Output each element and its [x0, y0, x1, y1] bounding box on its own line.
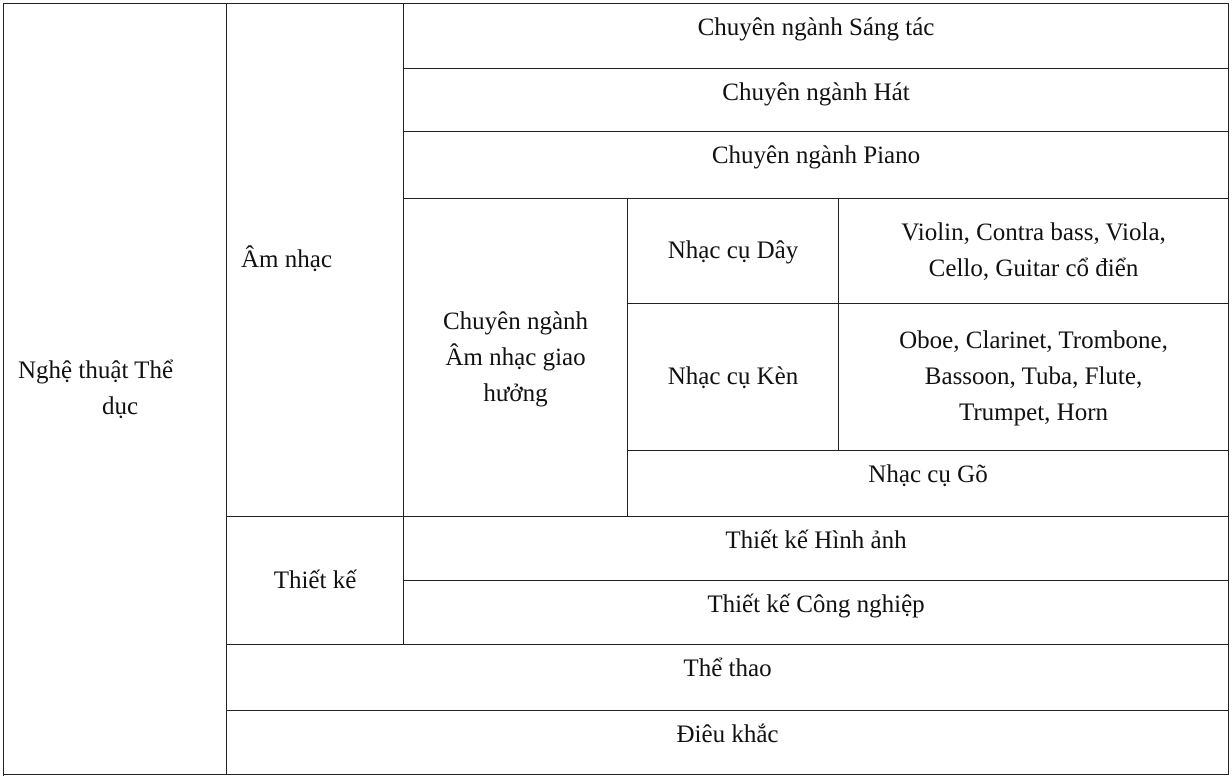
graphic-design-cell: Thiết kế Hình ảnh — [404, 517, 1229, 581]
strings-instruments-cell — [839, 199, 1229, 304]
symphony-label-line-1: Chuyên ngành — [442, 307, 589, 335]
root-label-line-2: dục — [102, 393, 139, 420]
piano-cell: Chuyên ngành Piano — [404, 132, 1229, 199]
strings-instruments-line-2: Cello, Guitar cổ điển — [928, 255, 1139, 282]
root-cell — [4, 4, 227, 775]
sports-cell: Thể thao — [227, 645, 1229, 711]
strings-instruments-line-1: Violin, Contra bass, Viola, — [901, 219, 1166, 246]
strings-cell: Nhạc cụ Dây — [628, 199, 839, 304]
winds-instruments-line-3: Trumpet, Horn — [958, 399, 1109, 426]
winds-instruments-line-2: Bassoon, Tuba, Flute, — [924, 363, 1143, 390]
symphony-label-line-2: Âm nhạc giao — [445, 343, 586, 371]
industrial-design-cell: Thiết kế Công nghiệp — [404, 581, 1229, 645]
winds-cell: Nhạc cụ Kèn — [628, 304, 839, 451]
music-label: Âm nhạc — [241, 246, 332, 273]
sculpture-cell: Điêu khắc — [227, 711, 1229, 775]
symphony-cell — [404, 199, 628, 517]
composition-cell: Chuyên ngành Sáng tác — [404, 4, 1229, 69]
winds-instruments-line-1: Oboe, Clarinet, Trombone, — [899, 327, 1168, 354]
symphony-label-line-3: hưởng — [483, 379, 548, 407]
singing-cell: Chuyên ngành Hát — [404, 69, 1229, 132]
winds-instruments-cell — [839, 304, 1229, 451]
percussion-cell: Nhạc cụ Gõ — [628, 451, 1229, 517]
category-table — [3, 3, 1229, 775]
design-cell: Thiết kế — [227, 517, 404, 645]
music-cell — [227, 4, 404, 517]
root-label-line-1: Nghệ thuật Thể — [18, 357, 174, 384]
